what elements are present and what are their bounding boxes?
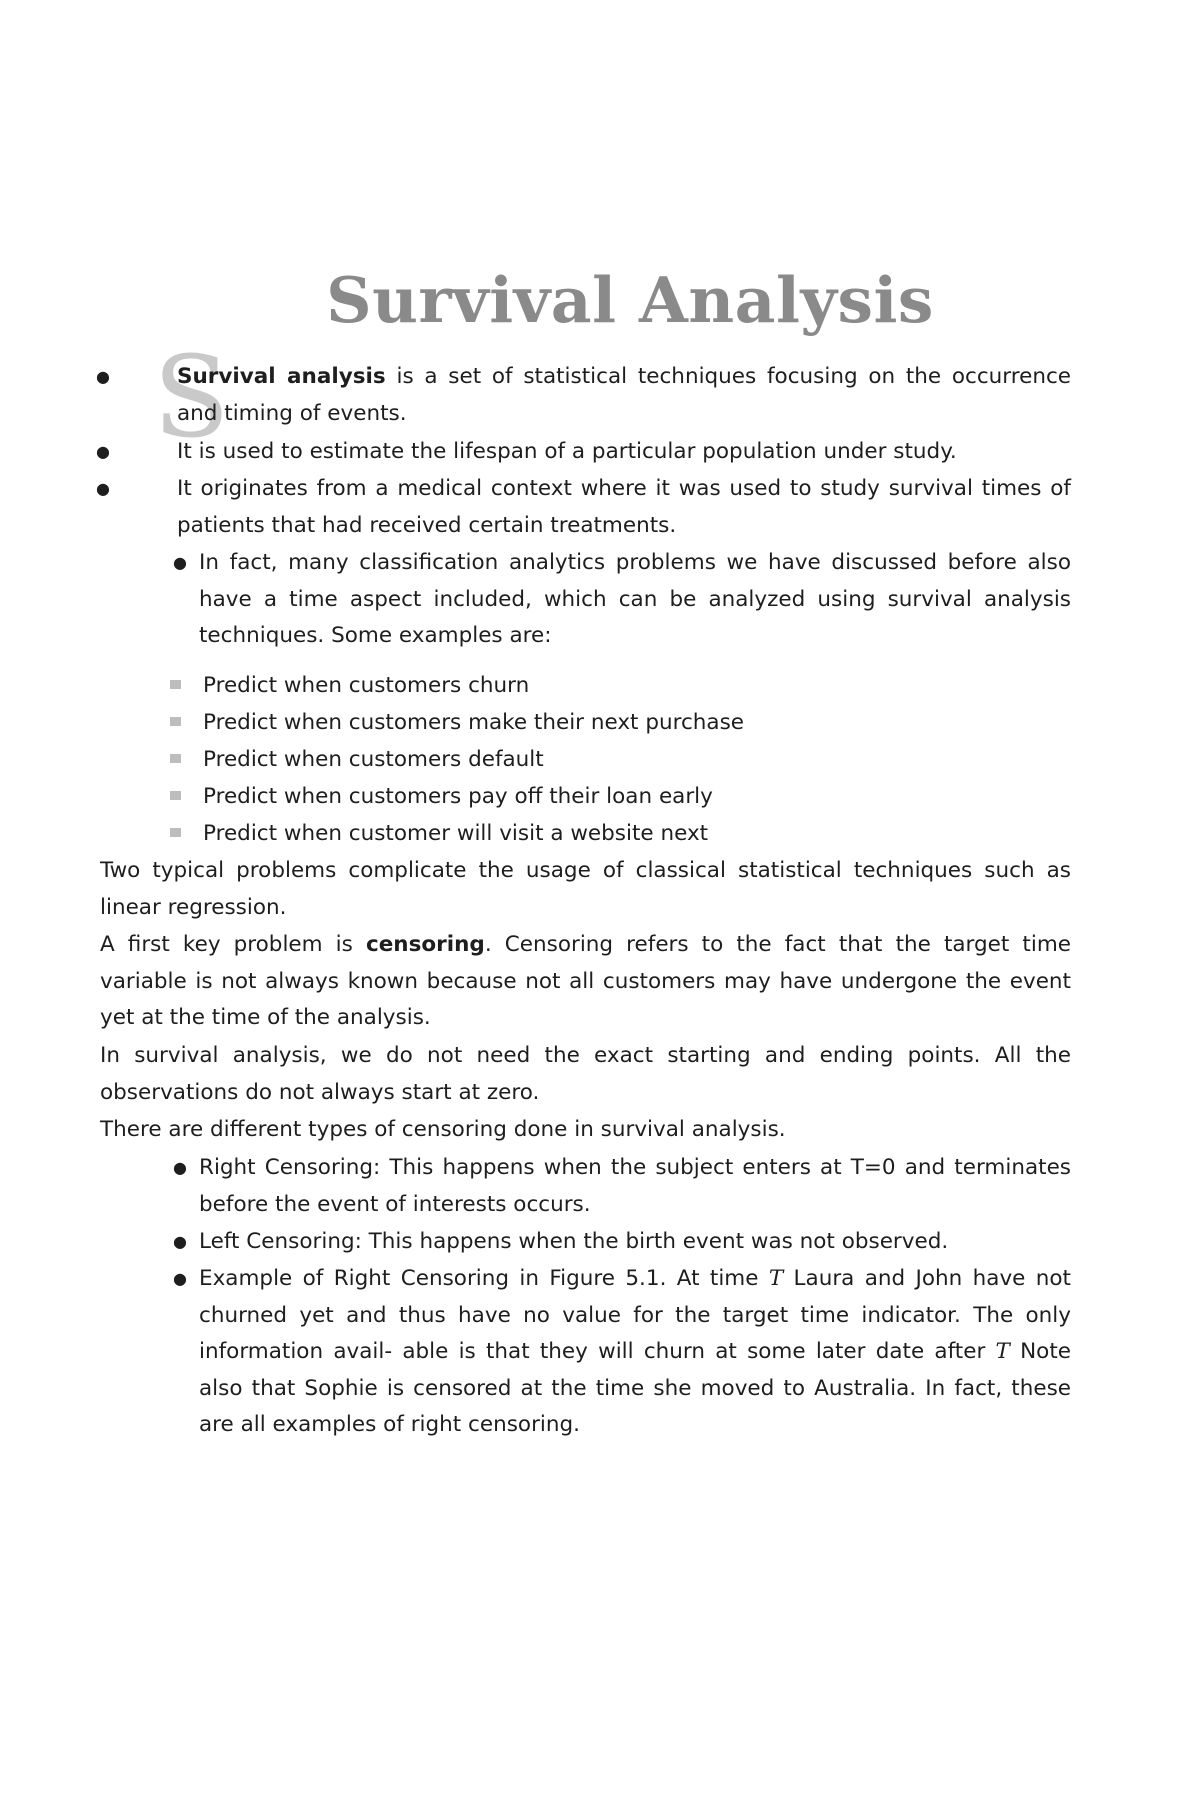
paragraph-censoring: A first key problem is censoring. Censoring refers to the fact that the target time variable is not always known because not all customers may have undergone the event yet at the time of the analysis. xyxy=(100,932,1071,1030)
term-censoring: censoring xyxy=(365,932,485,957)
square-bullet xyxy=(170,828,181,837)
intro-bullet-2: It is used to estimate the lifespan of a particular population under study. xyxy=(177,439,957,464)
example-item: Predict when customers churn xyxy=(203,673,530,698)
paragraph-types: There are different types of censoring done in survival analysis. xyxy=(100,1117,786,1142)
sub-bullet-marker: ● xyxy=(173,1269,187,1288)
example-item: Predict when customers pay off their loan early xyxy=(203,784,713,809)
sub-bullet-marker: ● xyxy=(173,1158,187,1177)
square-bullet xyxy=(170,717,181,726)
term-survival-analysis: Survival analysis xyxy=(177,364,386,389)
square-bullet xyxy=(170,680,181,689)
left-censoring-bullet: Left Censoring: This happens when the birth event was not observed. xyxy=(199,1229,949,1254)
square-bullet xyxy=(170,754,181,763)
sub-bullet-text: In fact, many classification analytics problems we have discussed before also have a time aspect included, which can be analyzed using survival analysis techniques. Some examples are: xyxy=(199,550,1071,648)
example-censoring-bullet: Example of Right Censoring in Figure 5.1. At time T Laura and John have not churned yet and thus have no value for the target time indicator. The only information avail- able is that they will churn at some later date after T Note also that Sophie is censored at the time she moved to Australia. In fact, these are all examples of right censoring. xyxy=(199,1266,1071,1437)
intro-bullet-1: Survival analysis is a set of statistical techniques focusing on the occurrence and timing of events. xyxy=(177,364,1071,426)
square-bullet xyxy=(170,791,181,800)
bullet-marker: ● xyxy=(96,367,110,386)
example-item: Predict when customers default xyxy=(203,747,544,772)
intro-bullet-3: It originates from a medical context where it was used to study survival times of patients that had received certain treatments. xyxy=(177,476,1071,538)
drop-cap-letter: S xyxy=(153,333,230,463)
bullet-marker: ● xyxy=(96,479,110,498)
right-censoring-bullet: Right Censoring: This happens when the subject enters at T=0 and terminates before the event of interests occurs. xyxy=(199,1155,1071,1217)
paragraph-points: In survival analysis, we do not need the exact starting and ending points. All the observations do not always start at zero. xyxy=(100,1043,1071,1105)
sub-bullet-marker: ● xyxy=(173,553,187,572)
bullet-marker: ● xyxy=(96,442,110,461)
sub-bullet-marker: ● xyxy=(173,1232,187,1251)
paragraph-problems: Two typical problems complicate the usage of classical statistical techniques such as linear regression. xyxy=(100,858,1071,920)
example-item: Predict when customers make their next purchase xyxy=(203,710,745,735)
variable-t: T xyxy=(768,1266,784,1291)
variable-t: T xyxy=(995,1339,1010,1364)
example-item: Predict when customer will visit a website next xyxy=(203,821,709,846)
page-title: Survival Analysis xyxy=(326,263,934,337)
